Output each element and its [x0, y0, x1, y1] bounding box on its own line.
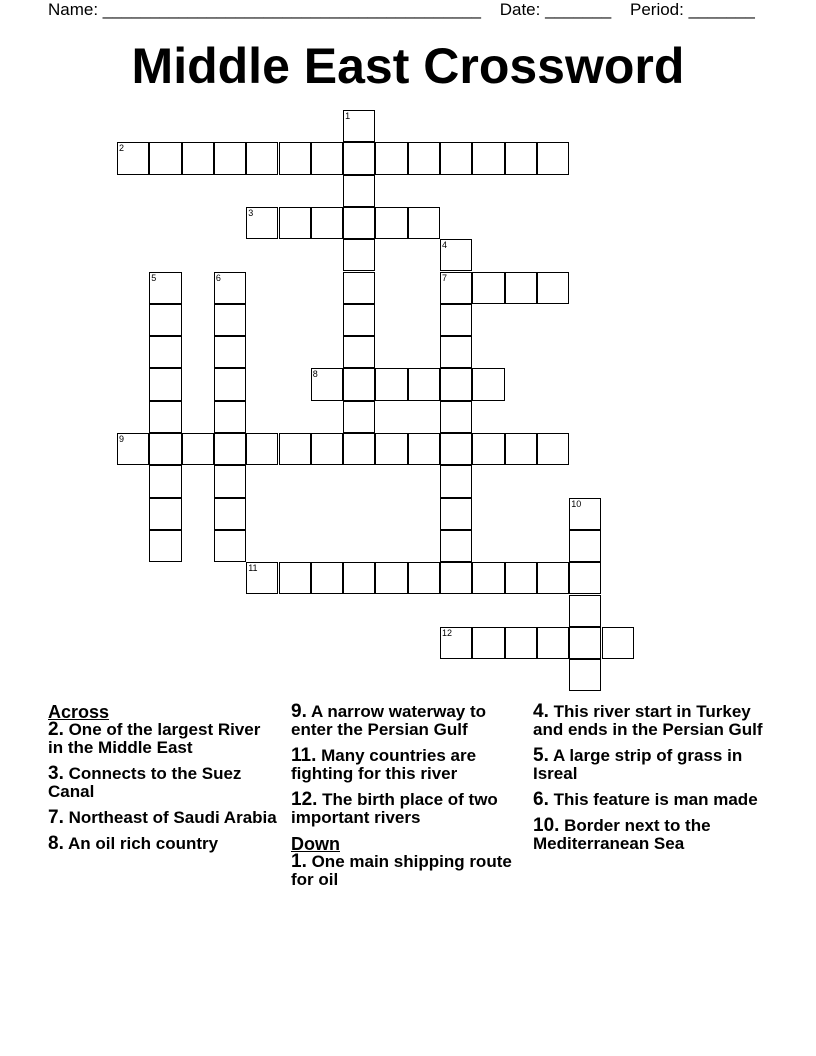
clue-number: 12	[442, 627, 453, 638]
clue-item-number: 10.	[533, 815, 560, 836]
crossword-cell[interactable]	[569, 562, 601, 594]
crossword-cell[interactable]	[149, 465, 181, 497]
clue-item	[291, 853, 521, 889]
crossword-cell[interactable]	[569, 595, 601, 627]
crossword-cell[interactable]	[472, 627, 504, 659]
period-field: Period: _______	[630, 0, 755, 19]
clue-number: 4	[442, 240, 448, 251]
clue-number: 10	[571, 498, 582, 509]
crossword-cell[interactable]	[214, 465, 246, 497]
crossword-cell[interactable]	[214, 530, 246, 562]
clue-item	[48, 835, 278, 853]
clue-number: 9	[119, 434, 125, 444]
crossword-cell[interactable]	[343, 175, 375, 207]
clue-item-number: 12.	[291, 789, 318, 810]
crossword-cell[interactable]	[214, 498, 246, 530]
crossword-cell[interactable]	[440, 530, 472, 562]
clue-item-number: 3.	[48, 763, 64, 784]
crossword-cell[interactable]	[311, 207, 343, 239]
crossword-cell[interactable]	[246, 562, 278, 594]
clue-number: 1	[345, 111, 351, 121]
clue-item	[291, 703, 521, 739]
clue-item-number: 11.	[291, 745, 317, 766]
clue-number: 11	[248, 563, 258, 574]
clue-item	[48, 809, 278, 827]
crossword-cell[interactable]	[602, 627, 634, 659]
crossword-cell[interactable]	[440, 465, 472, 497]
crossword-cell[interactable]	[117, 433, 149, 465]
clue-item-text: A narrow waterway to enter the Persian Gulf	[291, 702, 487, 739]
clue-item-text: A large strip of grass in Isreal	[533, 746, 743, 783]
clue-item-number: 2.	[48, 719, 64, 740]
crossword-cell[interactable]	[472, 368, 504, 400]
clue-item-text: Northeast of Saudi Arabia	[63, 808, 277, 827]
clue-item	[533, 703, 763, 739]
clue-item-text: This feature is man made	[548, 790, 758, 809]
clues-column-2	[291, 703, 521, 897]
clue-item-text: This river start in Turkey and ends in the Persian Gulf	[533, 702, 763, 739]
crossword-cell[interactable]	[343, 336, 375, 368]
clue-number: 5	[151, 272, 157, 283]
crossword-cell[interactable]	[311, 562, 343, 594]
crossword-cell[interactable]	[343, 272, 375, 304]
crossword-cell[interactable]	[214, 272, 246, 304]
crossword-cell[interactable]	[505, 142, 537, 174]
crossword-cell[interactable]	[408, 207, 440, 239]
crossword-cell[interactable]	[375, 562, 407, 594]
crossword-cell[interactable]	[279, 207, 311, 239]
crossword-cell[interactable]	[214, 433, 246, 465]
crossword-cell[interactable]	[149, 336, 181, 368]
crossword-cell[interactable]	[537, 627, 569, 659]
crossword-cell[interactable]	[149, 142, 181, 174]
crossword-cell[interactable]	[505, 433, 537, 465]
clue-item-text: The birth place of two important rivers	[291, 790, 498, 827]
crossword-cell[interactable]	[214, 336, 246, 368]
crossword-cell[interactable]	[537, 433, 569, 465]
crossword-cell[interactable]	[472, 272, 504, 304]
crossword-cell[interactable]	[505, 272, 537, 304]
name-field: Name: ________________________________________	[48, 0, 481, 19]
crossword-cell[interactable]	[343, 562, 375, 594]
crossword-cell[interactable]	[569, 659, 601, 691]
clue-item-text: One main shipping route for oil	[291, 852, 512, 889]
clue-number: 7	[442, 272, 448, 283]
clue-item-text: Connects to the Suez Canal	[48, 764, 242, 801]
crossword-cell[interactable]	[311, 433, 343, 465]
crossword-cell[interactable]	[182, 433, 214, 465]
crossword-cell[interactable]	[279, 142, 311, 174]
crossword-cell[interactable]	[343, 304, 375, 336]
crossword-cell[interactable]	[214, 368, 246, 400]
crossword-cell[interactable]	[569, 627, 601, 659]
crossword-cell[interactable]	[149, 272, 181, 304]
crossword-cell[interactable]	[375, 142, 407, 174]
crossword-cell[interactable]	[537, 272, 569, 304]
clue-item	[533, 817, 763, 853]
crossword-cell[interactable]	[375, 433, 407, 465]
clue-item-number: 7.	[48, 807, 64, 828]
crossword-cell[interactable]	[343, 433, 375, 465]
crossword-cell[interactable]	[149, 401, 181, 433]
crossword-cell[interactable]	[472, 142, 504, 174]
page-title: Middle East Crossword	[131, 38, 685, 94]
clue-number: 2	[119, 143, 125, 154]
crossword-cell[interactable]	[440, 142, 472, 174]
crossword-cell[interactable]	[343, 110, 375, 142]
crossword-cell[interactable]	[343, 401, 375, 433]
crossword-cell[interactable]	[214, 304, 246, 336]
crossword-cell[interactable]	[408, 368, 440, 400]
clue-item-number: 1.	[291, 851, 307, 872]
crossword-cell[interactable]	[149, 368, 181, 400]
clue-item-number: 9.	[291, 701, 307, 722]
crossword-cell[interactable]	[440, 336, 472, 368]
clue-item-text: An oil rich country	[63, 834, 219, 853]
clue-item-text: Border next to the Mediterranean Sea	[533, 816, 711, 853]
crossword-cell[interactable]	[537, 562, 569, 594]
crossword-cell[interactable]	[311, 368, 343, 400]
crossword-cell[interactable]	[408, 142, 440, 174]
crossword-cell[interactable]	[440, 239, 472, 271]
crossword-cell[interactable]	[246, 207, 278, 239]
date-field: Date: _______	[499, 0, 612, 19]
crossword-cell[interactable]	[408, 562, 440, 594]
crossword-cell[interactable]	[440, 304, 472, 336]
crossword-cell[interactable]	[440, 627, 472, 659]
crossword-cell[interactable]	[569, 498, 601, 530]
crossword-cell[interactable]	[279, 562, 311, 594]
crossword-cell[interactable]	[246, 433, 278, 465]
crossword-cell[interactable]	[440, 368, 472, 400]
clue-item	[291, 791, 521, 827]
crossword-cell[interactable]	[537, 142, 569, 174]
crossword-cell[interactable]	[149, 498, 181, 530]
clue-item	[48, 721, 278, 757]
clues-column-1	[48, 703, 278, 861]
crossword-cell[interactable]	[472, 562, 504, 594]
crossword-cell[interactable]	[117, 142, 149, 174]
crossword-cell[interactable]	[149, 530, 181, 562]
down-heading: Down	[291, 834, 340, 854]
crossword-cell[interactable]	[440, 498, 472, 530]
clue-item-text: One of the largest River in the Middle East	[48, 720, 261, 757]
crossword-cell[interactable]	[149, 304, 181, 336]
clues-column-3	[533, 703, 763, 861]
crossword-cell[interactable]	[311, 142, 343, 174]
crossword-cell[interactable]	[505, 562, 537, 594]
crossword-cell[interactable]	[343, 142, 375, 174]
crossword-cell[interactable]	[182, 142, 214, 174]
clue-item-number: 4.	[533, 701, 549, 722]
crossword-cell[interactable]	[279, 433, 311, 465]
clue-item-number: 5.	[533, 745, 549, 766]
clue-number: 6	[215, 272, 221, 283]
crossword-cell[interactable]	[149, 433, 181, 465]
crossword-cell[interactable]	[246, 142, 278, 174]
clue-item-number: 8.	[48, 833, 64, 854]
clue-item-text: Many countries are fighting for this river	[291, 746, 477, 783]
crossword-cell[interactable]	[472, 433, 504, 465]
crossword-cell[interactable]	[375, 207, 407, 239]
clue-item	[291, 747, 521, 783]
crossword-cell[interactable]	[343, 207, 375, 239]
crossword-cell[interactable]	[440, 272, 472, 304]
clue-number: 3	[248, 207, 254, 218]
clue-number: 8	[312, 369, 318, 380]
clue-item	[48, 765, 278, 801]
clue-item	[533, 791, 763, 809]
crossword-cell[interactable]	[375, 368, 407, 400]
crossword-cell[interactable]	[440, 433, 472, 465]
clue-item-number: 6.	[533, 789, 549, 810]
crossword-cell[interactable]	[214, 142, 246, 174]
crossword-cell[interactable]	[343, 239, 375, 271]
crossword-cell[interactable]	[343, 368, 375, 400]
crossword-cell[interactable]	[214, 401, 246, 433]
clue-item	[533, 747, 763, 783]
crossword-cell[interactable]	[440, 562, 472, 594]
crossword-cell[interactable]	[440, 401, 472, 433]
crossword-cell[interactable]	[505, 627, 537, 659]
crossword-cell[interactable]	[408, 433, 440, 465]
crossword-cell[interactable]	[569, 530, 601, 562]
across-heading: Across	[48, 702, 110, 722]
